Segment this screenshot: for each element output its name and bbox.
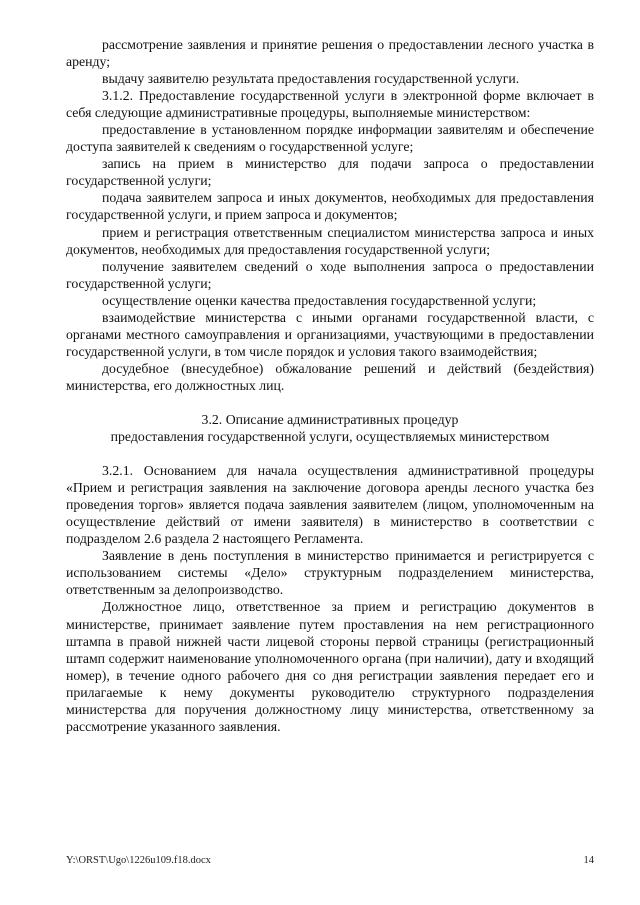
- file-path: Y:\ORST\Ugo\1226u109.f18.docx: [66, 855, 211, 866]
- paragraph: 3.1.2. Предоставление государственной услуги в электронной форме включает в себя следующие административные процедуры, выполняемые министерством:: [66, 88, 594, 121]
- paragraph: прием и регистрация ответственным специалистом министерства запроса и иных документов, необходимых для предоставления государственной услуги;: [66, 224, 594, 257]
- section-heading-line2: предоставления государственной услуги, осуществляемых министерством: [110, 429, 550, 445]
- section-heading: [66, 411, 594, 445]
- paragraph: 3.2.1. Основанием для начала осуществления административной процедуры «Прием и регистрация заявления на заключение договора аренды лесного участка без проведения торгов» является подача заявления заявителем (лицом, уполномоченным на осуществление действий от имени заявителя) в министерство в соответствии с подразделом 2.6 раздела 2 настоящего Регламента.: [66, 463, 594, 547]
- section-heading-line1: 3.2. Описание административных процедур: [201, 411, 459, 427]
- paragraph: рассмотрение заявления и принятие решения о предоставлении лесного участка в аренду;: [66, 37, 594, 70]
- paragraph: запись на прием в министерство для подачи запроса о предоставлении государственной услуги;: [66, 156, 594, 189]
- paragraph: осуществление оценки качества предоставления государственной услуги;: [102, 292, 537, 308]
- paragraph: Заявление в день поступления в министерство принимается и регистрируется с использованием системы «Дело» структурным подразделением министерства, ответственным за делопроизводство.: [66, 548, 594, 598]
- paragraph: досудебное (внесудебное) обжалование решений и действий (бездействия) министерства, его должностных лиц.: [66, 360, 594, 393]
- paragraph: выдачу заявителю результата предоставления государственной услуги.: [102, 71, 520, 87]
- page-number: 14: [583, 855, 594, 866]
- paragraph: предоставление в установленном порядке информации заявителям и обеспечение доступа заявителей к сведениям о государственной услуге;: [66, 122, 594, 155]
- paragraph: Должностное лицо, ответственное за прием и регистрацию документов в министерстве, принимает заявление путем проставления на нем регистрационного штампа в правой нижней части лицевой стороны первой страницы (регистрационный штамп содержит наименование уполномоченного органа (при наличии), дату и входящий номер), в течение одного рабочего дня со дня регистрации заявления передает его и прилагаемые к нему документы руководителю структурного подразделения министерства для поручения должностному лицу министерства, ответственному за рассмотрение указанного заявления.: [66, 599, 594, 734]
- document-page: [66, 36, 594, 735]
- paragraph: взаимодействие министерства с иными органами государственной власти, с органами местного самоуправления и организациями, участвующими в предоставлении государственной услуги, в том числе порядок и условия такого взаимодействия;: [66, 309, 594, 359]
- paragraph: подача заявителем запроса и иных документов, необходимых для предоставления государственной услуги, и прием запроса и документов;: [66, 190, 594, 223]
- paragraph: получение заявителем сведений о ходе выполнения запроса о предоставлении государственной услуги;: [66, 258, 594, 291]
